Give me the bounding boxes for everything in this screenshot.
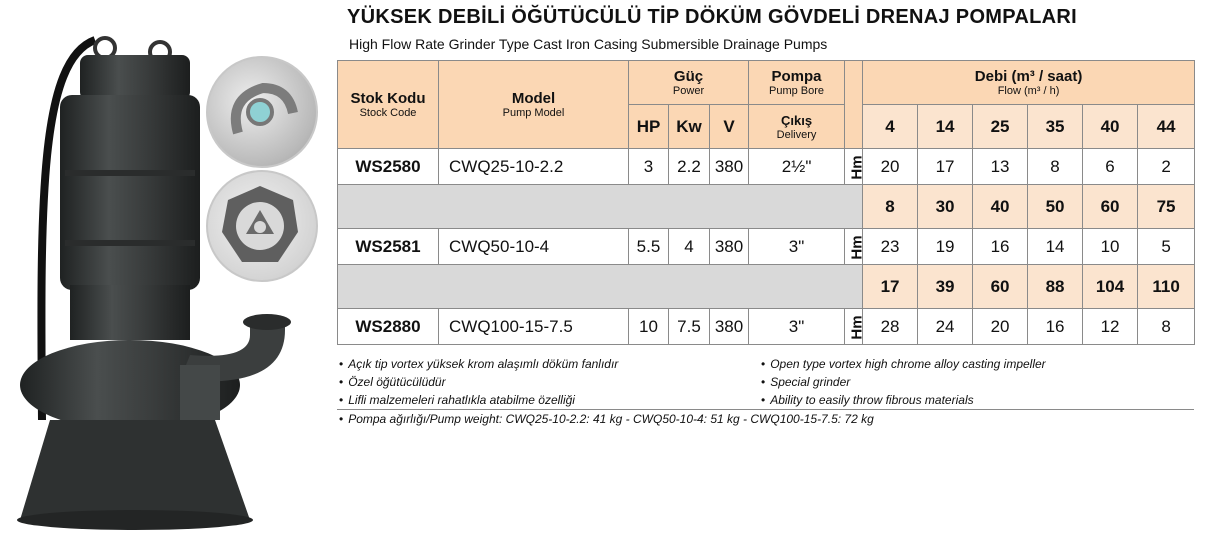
- head-value: 8: [1138, 309, 1195, 345]
- flow-value: 50: [1028, 185, 1083, 229]
- head-value: 6: [1083, 149, 1138, 185]
- flow-header: Debi (m³ / saat) Flow (m³ / h): [863, 61, 1195, 105]
- head-value: 20: [973, 309, 1028, 345]
- head-value: 13: [973, 149, 1028, 185]
- table-row: [338, 229, 1195, 265]
- header-spacer: [845, 61, 863, 149]
- delivery-cell: 3": [749, 229, 845, 265]
- flow-value: 60: [973, 265, 1028, 309]
- flow-value: 40: [1083, 105, 1138, 149]
- kw-header: Kw: [669, 105, 710, 149]
- hp-cell: 5.5: [629, 229, 669, 265]
- stock-code-header: Stok Kodu Stock Code: [338, 61, 439, 149]
- hp-cell: 10: [629, 309, 669, 345]
- v-cell: 380: [710, 309, 749, 345]
- head-value: 2: [1138, 149, 1195, 185]
- head-label: Hm: [845, 309, 863, 345]
- model-cell: CWQ50-10-4: [439, 229, 629, 265]
- flow-value: 25: [973, 105, 1028, 149]
- delivery-header: Çıkış Delivery: [749, 105, 845, 149]
- head-value: 28: [863, 309, 918, 345]
- grinder-plate-closeup: [206, 170, 318, 282]
- stock-code-cell: WS2581: [338, 229, 439, 265]
- head-value: 14: [1028, 229, 1083, 265]
- head-value: 23: [863, 229, 918, 265]
- v-cell: 380: [710, 149, 749, 185]
- head-value: 12: [1083, 309, 1138, 345]
- hp-cell: 3: [629, 149, 669, 185]
- flow-value: 110: [1138, 265, 1195, 309]
- flow-value: 17: [863, 265, 918, 309]
- impeller-closeup: [206, 56, 318, 168]
- notes-en: [761, 355, 1046, 409]
- stock-code-cell: WS2880: [338, 309, 439, 345]
- head-value: 8: [1028, 149, 1083, 185]
- delivery-cell: 3": [749, 309, 845, 345]
- head-value: 5: [1138, 229, 1195, 265]
- head-value: 16: [973, 229, 1028, 265]
- kw-cell: 4: [669, 229, 710, 265]
- note-item: • Ability to easily throw fibrous materials: [761, 391, 1046, 409]
- note-item: • Lifli malzemeleri rahatlıkla atabilme özelliği: [339, 391, 618, 409]
- note-item: • Open type vortex high chrome alloy casting impeller: [761, 355, 1046, 373]
- flow-value: 8: [863, 185, 918, 229]
- flow-value: 30: [918, 185, 973, 229]
- table-row: [338, 309, 1195, 345]
- table-row: [338, 149, 1195, 185]
- flow-value: 4: [863, 105, 918, 149]
- note-item: • Special grinder: [761, 373, 1046, 391]
- head-value: 24: [918, 309, 973, 345]
- head-value: 10: [1083, 229, 1138, 265]
- head-value: 20: [863, 149, 918, 185]
- v-header: V: [710, 105, 749, 149]
- head-value: 16: [1028, 309, 1083, 345]
- note-item: • Özel öğütücülüdür: [339, 373, 618, 391]
- model-cell: CWQ25-10-2.2: [439, 149, 629, 185]
- kw-cell: 2.2: [669, 149, 710, 185]
- grey-spacer: [338, 185, 863, 229]
- stock-code-cell: WS2580: [338, 149, 439, 185]
- flow-value: 40: [973, 185, 1028, 229]
- flow-value: 35: [1028, 105, 1083, 149]
- page-title: YÜKSEK DEBİLİ ÖĞÜTÜCÜLÜ TİP DÖKÜM GÖVDELİ DRENAJ POMPALARI: [347, 6, 1078, 28]
- head-value: 19: [918, 229, 973, 265]
- note-item: • Açık tip vortex yüksek krom alaşımlı döküm fanlıdır: [339, 355, 618, 373]
- delivery-cell: 2½": [749, 149, 845, 185]
- v-cell: 380: [710, 229, 749, 265]
- head-label: Hm: [845, 149, 863, 185]
- flow-value: 60: [1083, 185, 1138, 229]
- kw-cell: 7.5: [669, 309, 710, 345]
- flow-value: 44: [1138, 105, 1195, 149]
- pump-illustration: [0, 0, 335, 540]
- notes-tr: [339, 355, 618, 409]
- hp-header: HP: [629, 105, 669, 149]
- head-label: Hm: [845, 229, 863, 265]
- spec-table: [337, 60, 1195, 345]
- pump-weight-note: • Pompa ağırlığı/Pump weight: CWQ25-10-2.2: 41 kg - CWQ50-10-4: 51 kg - CWQ100-15-7.5: 72 kg: [339, 412, 874, 426]
- page-subtitle: High Flow Rate Grinder Type Cast Iron Casing Submersible Drainage Pumps: [349, 36, 828, 52]
- grey-spacer: [338, 265, 863, 309]
- divider: [337, 409, 1194, 410]
- flow-value: 14: [918, 105, 973, 149]
- power-header: Güç Power: [629, 61, 749, 105]
- head-value: 17: [918, 149, 973, 185]
- flow-value: 104: [1083, 265, 1138, 309]
- pump-header: Pompa Pump Bore: [749, 61, 845, 105]
- flow-value: 39: [918, 265, 973, 309]
- model-cell: CWQ100-15-7.5: [439, 309, 629, 345]
- model-header: Model Pump Model: [439, 61, 629, 149]
- flow-value: 75: [1138, 185, 1195, 229]
- flow-value: 88: [1028, 265, 1083, 309]
